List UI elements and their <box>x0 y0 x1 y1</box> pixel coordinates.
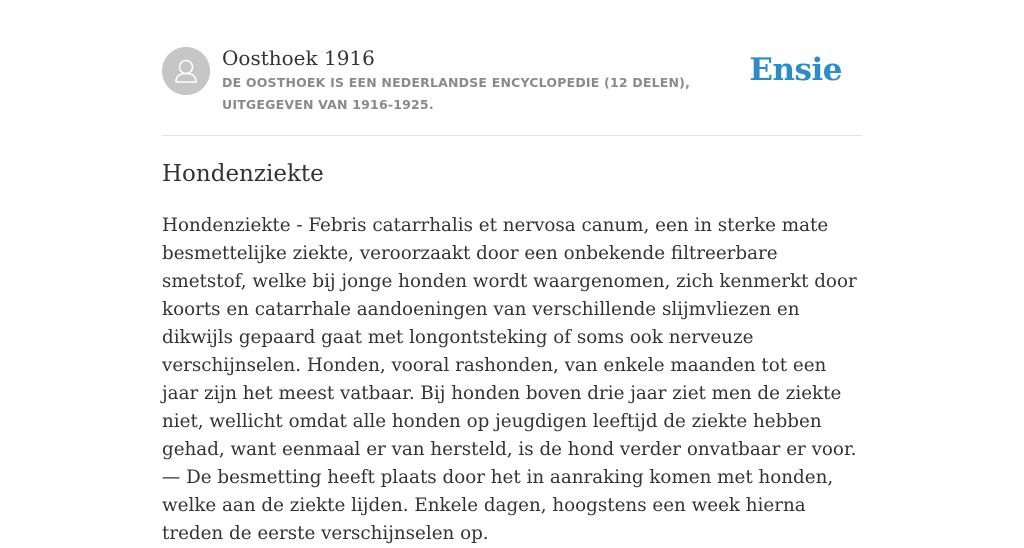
source-header <box>162 46 862 116</box>
source-description: DE OOSTHOEK IS EEN NEDERLANDSE ENCYCLOPEDIE (12 DELEN), UITGEGEVEN VAN 1916-1925. <box>222 75 691 112</box>
ensie-logo[interactable]: Ensie <box>749 52 842 88</box>
header-divider <box>162 135 862 136</box>
source-name[interactable]: Oosthoek 1916 <box>222 46 375 70</box>
entry-body: Hondenziekte - Febris catarrhalis et nervosa canum, een in sterke mate besmettelijke ziekte, veroorzaakt door een onbekende filtreerbare smetstof, welke bij jonge honden wordt waargenomen, zich kenmerkt door koorts en catarrhale aandoeningen van verschillende slijmvliezen en dikwijls gepaard gaat met longontsteking of soms ook nerveuze verschijnselen. Honden, vooral rashonden, van enkele maanden tot een jaar zijn het meest vatbaar. Bij honden boven drie jaar ziet men de ziekte niet, wellicht omdat alle honden op jeugdigen leeftijd de ziekte hebben gehad, want eenmaal er van hersteld, is de hond verder onvatbaar er voor. — De besmetting heeft plaats door het in aanraking komen met honden, welke aan de ziekte lijden. Enkele dagen, hoogstens een week hierna treden de eerste verschijnselen op. <box>162 215 857 544</box>
avatar[interactable] <box>162 47 210 95</box>
entry-title: Hondenziekte <box>162 161 324 187</box>
user-silhouette-icon <box>162 47 210 95</box>
